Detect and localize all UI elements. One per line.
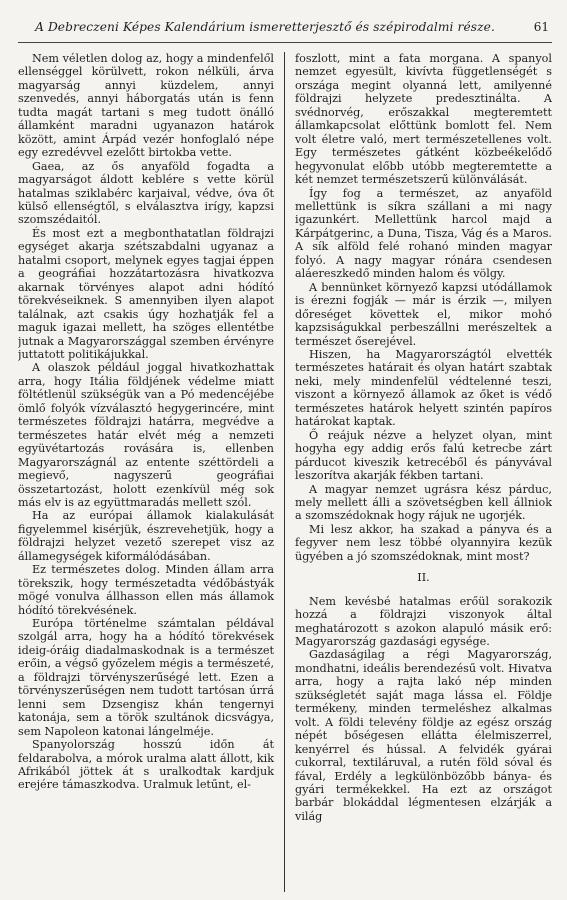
paragraph: És most ezt a megbonthatatlan földrajzi egységet akarja szétszabdalni ugyanaz a hatalmi csoport, melynek egyes tagjai éppen a geográfiai hozzátartozásra hivatkozva akarnak törvényes alapot adni hódító törekvéseiknek. S amennyiben ilyen alapot találnak, azt csakis úgy hozhatják fel a maguk igazai mellett, ha szöges ellentétbe jutnak a Magyarországgal szemben érvényre juttatott politikájukkal.	[18, 226, 274, 361]
paragraph: Mi lesz akkor, ha szakad a pányva és a fegyver nem lesz többé olyannyira kezük ügyében a jó szomszédoknak, mint most?	[295, 522, 552, 563]
paragraph: Gazdaságilag a régi Magyarország, mondhatni, ideális berendezésű volt. Hivatva arra, hogy a rajta lakó nép minden szükségletét saját maga lássa el. Földje termékeny, minden termeléshez alkalmas volt. A földi televény földje az egész ország népét bőségesen ellátta élelmiszerrel, kenyérrel és hússal. A felvidék gyárai cukorral, textiláruval, a rutén föld sóval és fával, Erdély a legkülönbözőbb bánya- és gyári termékekkel. Ha ezt az országot barbár blokáddal légmentesen elzárják a világ	[295, 648, 552, 823]
section-number: II.	[417, 571, 430, 585]
running-title: A Debreczeni Képes Kalendárium ismeretterjesztő és szépirodalmi része.	[35, 20, 495, 34]
paragraph: A olaszok például joggal hivatkozhattak arra, hogy Itália földjének védelme miatt föltétlenül szükségük van a Pó medencéjébe ömlő folyók vízválasztó hegygerincére, mint természetes földrajzi határra, megvédve a természetes határ elvét még a nemzeti együvétartozás rovására is, ellenben Magyarországnál az entente széttördeli a megievő, nagyszerű geográfiai összetartozást, holott ezenkívül még sok más elv is az együttmaradás mellett szól.	[18, 361, 274, 509]
paragraph: Gaea, az ős anyaföld fogadta a magyarságot áldott keblére s vette körül hatalmas sziklabérc karjaival, védve, óva őt külső ellenségtől, s elválasztva irígy, kapzsi szomszédaitól.	[18, 159, 274, 227]
left-column	[18, 52, 285, 892]
paragraph: Ha az európai államok kialakulását figyelemmel kisérjük, észrevehetjük, hogy a földrajzi helyzet vezető szerepet visz az államegységek kiformálódásában.	[18, 509, 274, 563]
paragraph: Spanyolország hosszú időn át feldarabolva, a mórok uralma alatt állott, kik Afrikából jöttek át s uralkodtak kardjuk erejére támaszkodva. Uralmuk letűnt, el-	[18, 738, 274, 792]
paragraph: Ez természetes dolog. Minden állam arra törekszik, hogy természetadta védőbástyák mögé vonulva állhasson ellen más államok hódító törekvésének.	[18, 563, 274, 617]
paragraph: Nem véletlen dolog az, hogy a mindenfelől ellenséggel körülvett, rokon nélküli, árva magyarság annyi küzdelem, annyi szenvedés, annyi háborgatás után is fenn tudta magát tartani s meg tudott önálló államként maradni ugyanazon határok között, amint Árpád vezér honfoglaló népe egy ezredévvel ezelőtt birtokba vette.	[18, 52, 275, 160]
paragraph: Így fog a természet, az anyaföld mellettünk is síkra szállani a mi nagy igazunkért. Mellettünk harcol majd a Kárpátgerinc, a Duna, Tisza, Vág és a Maros. A sík alföld felé rohanó minden magyar folyó. A nagy magyar rónára csendesen aláereszkedő minden halom és völgy.	[295, 186, 552, 281]
paragraph: A bennünket környező kapzsi utódállamok is érezni fogják — már is érzik —, milyen dőreséget követtek el, mikor mohó kapzsiságukkal perbeszállni merészeltek a természet őserejével.	[295, 280, 552, 348]
text-columns	[18, 52, 552, 892]
paragraph: A magyar nemzet ugrásra kész párduc, mely mellett álli a szövetségben kell állniok a szomszédoknak hogy rájuk ne ugorjék.	[295, 482, 552, 523]
paragraph: foszlott, mint a fata morgana. A spanyol nemzet egyesült, kivívta függetlenségét s országa megint olyanná lett, amilyenné földrajzi helyzete predesztinálta. A svédnorvég, erőszakkal megteremtett államkapcsolat előttünk bomlott fel. Nem volt életre való, mert természetellenes volt. Egy természetes gátként közbeékelődő hegyvonulat előbb utóbb megteremtette a két nemzet természetszerű különválását.	[295, 52, 552, 187]
right-column	[285, 52, 552, 892]
paragraph: Ő reájuk nézve a helyzet olyan, mint hogyha egy addig erős falú ketrecbe zárt párducot kiveszik ketrecéből és pányvával leszorítva akarják fékben tartani.	[295, 428, 552, 483]
page-header	[18, 16, 552, 43]
paragraph: Hiszen, ha Magyarországtól elvették természetes határait és olyan határt szabtak neki, mely mindenfelül védtelenné teszi, viszont a környező államok az őket is védő természetes határok helyett szintén papíros határokat kaptak.	[295, 347, 552, 429]
page-number: 61	[533, 20, 549, 34]
paragraph: Nem kevésbé hatalmas erőül sorakozik hozzá a földrajzi viszonyok által meghatározott s azokon alapuló másik erő: Magyarország gazdasági egysége.	[295, 594, 552, 649]
paragraph: Európa történelme számtalan példával szolgál arra, hogy ha a hódító törekvések ideig-óráig diadalmaskodnak is a természet erőin, a végső győzelem mégis a természeté, a földrajzi törvényszerűségé lett. Ezen a törvényszerűségen nem tudott tartósan úrrá lenni sem Dzsengisz khán tengernyi katonája, sem a török szultánok dicsvágya, sem Napoleon katonai lángelméje.	[18, 617, 274, 738]
